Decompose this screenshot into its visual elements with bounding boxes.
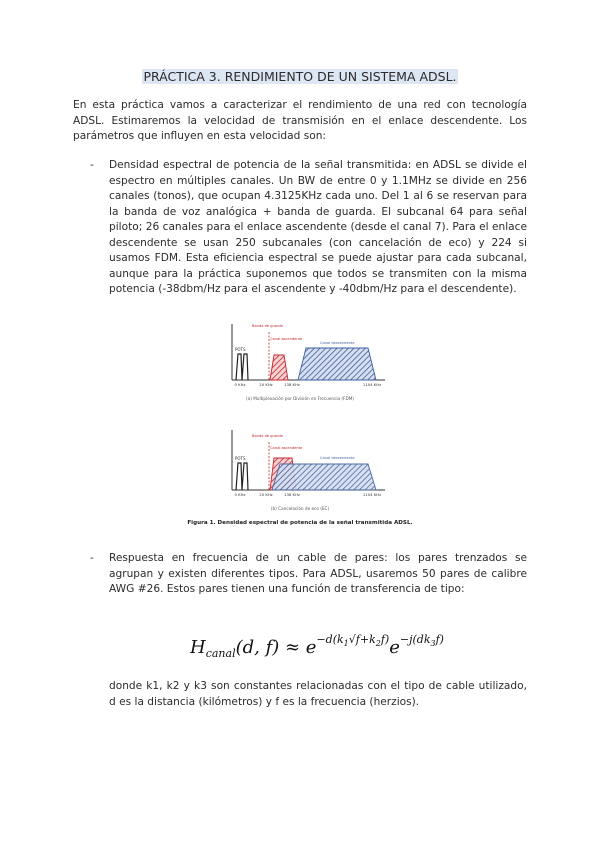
- panel-b: [232, 430, 385, 511]
- panel-a-downstream-band: [298, 348, 376, 380]
- intro-paragraph: En esta práctica vamos a caracterizar el rendimiento de una red con tecnología ADSL. Estimaremos la velocidad de transmisión en el enlace descendente. Los parámetros que influyen en esta velocidad son:: [73, 99, 527, 142]
- panel-b-upstream-label: Canal ascendente: [270, 446, 303, 450]
- panel-b-caption: (b) Cancelación de eco (EC): [270, 506, 330, 511]
- panel-a-tick-2: 138 KHz: [284, 382, 300, 387]
- panel-a-tick-0: 0 KHz: [234, 382, 246, 387]
- panel-a: [232, 324, 385, 401]
- panel-a-tick-1: 20 KHz: [259, 382, 273, 387]
- panel-b-tick-0: 0 KHz: [234, 492, 246, 497]
- bullet-marker-2: -: [90, 552, 94, 564]
- transfer-function-formula: [190, 628, 520, 662]
- panel-b-pots-shape: [236, 463, 248, 490]
- panel-b-pots-label: POTS: [235, 456, 246, 461]
- panel-a-downstream-label: Canal descendente: [320, 341, 355, 345]
- panel-a-caption: (a) Multiplexación por División en Frecuencia (FDM): [246, 396, 354, 401]
- figure-1: [180, 318, 420, 530]
- bullet-item-spectral-density: Densidad espectral de potencia de la señal transmitida: en ADSL se divide el espectro en múltiples canales. Un BW de entre 0 y 1.1MHz se divide en 256 canales (tonos), que ocupan 4.3125KHz cada uno. Del 1 al 6 se reservan para la banda de voz analógica + banda de guarda. El subcanal 64 para señal piloto; 26 canales para el enlace ascendente (desde el canal 7). Para el enlace descendente se usan 250 subcanales (con cancelación de eco) y 224 si usamos FDM. Esta eficiencia espectral se puede ajustar para cada subcanal, aunque para la práctica suponemos que todos se transmiten con la misma potencia (-38dbm/Hz para el ascendente y -40dbm/Hz para el descendente).: [109, 159, 527, 295]
- page-title-text: PRÁCTICA 3. RENDIMIENTO DE UN SISTEMA ADSL.: [143, 69, 457, 84]
- page-title: [0, 68, 600, 86]
- panel-b-downstream-band: [272, 464, 376, 490]
- formula-explanation: donde k1, k2 y k3 son constantes relacionadas con el tipo de cable utilizado, d es la distancia (kilómetros) y f es la frecuencia (herzios).: [109, 680, 527, 708]
- panel-b-downstream-label: Canal descendente: [320, 456, 355, 460]
- panel-b-tick-1: 20 KHz: [259, 492, 273, 497]
- figure-psd-chart: [180, 318, 420, 530]
- figure-caption: Figura 1. Densidad espectral de potencia de la señal transmitida ADSL.: [187, 520, 413, 526]
- panel-a-guard-label: Banda de guarda: [252, 324, 283, 328]
- formula-svg: [190, 628, 520, 662]
- panel-b-tick-3: 1104 KHz: [362, 492, 382, 497]
- panel-a-pots-label: POTS: [235, 347, 246, 352]
- bullet-item-frequency-response: Respuesta en frecuencia de un cable de pares: los pares trenzados se agrupan y existen diferentes tipos. Para ADSL, usaremos 50 pares de calibre AWG #26. Estos pares tienen una función de transferencia de tipo:: [109, 552, 527, 595]
- bullet-marker-1: -: [90, 159, 94, 171]
- panel-a-tick-3: 1104 KHz: [362, 382, 382, 387]
- panel-b-tick-2: 138 KHz: [284, 492, 300, 497]
- panel-b-guard-label: Banda de guarda: [252, 434, 283, 438]
- panel-a-upstream-band: [270, 355, 288, 380]
- panel-a-upstream-label: Canal ascendente: [270, 337, 303, 341]
- formula-expression: $H_{canal}(d$, $f) \approx e^{-d(k}1√f+k2f)e^{-j(dk}3f$): [190, 633, 444, 660]
- panel-a-pots-shape: [236, 354, 248, 380]
